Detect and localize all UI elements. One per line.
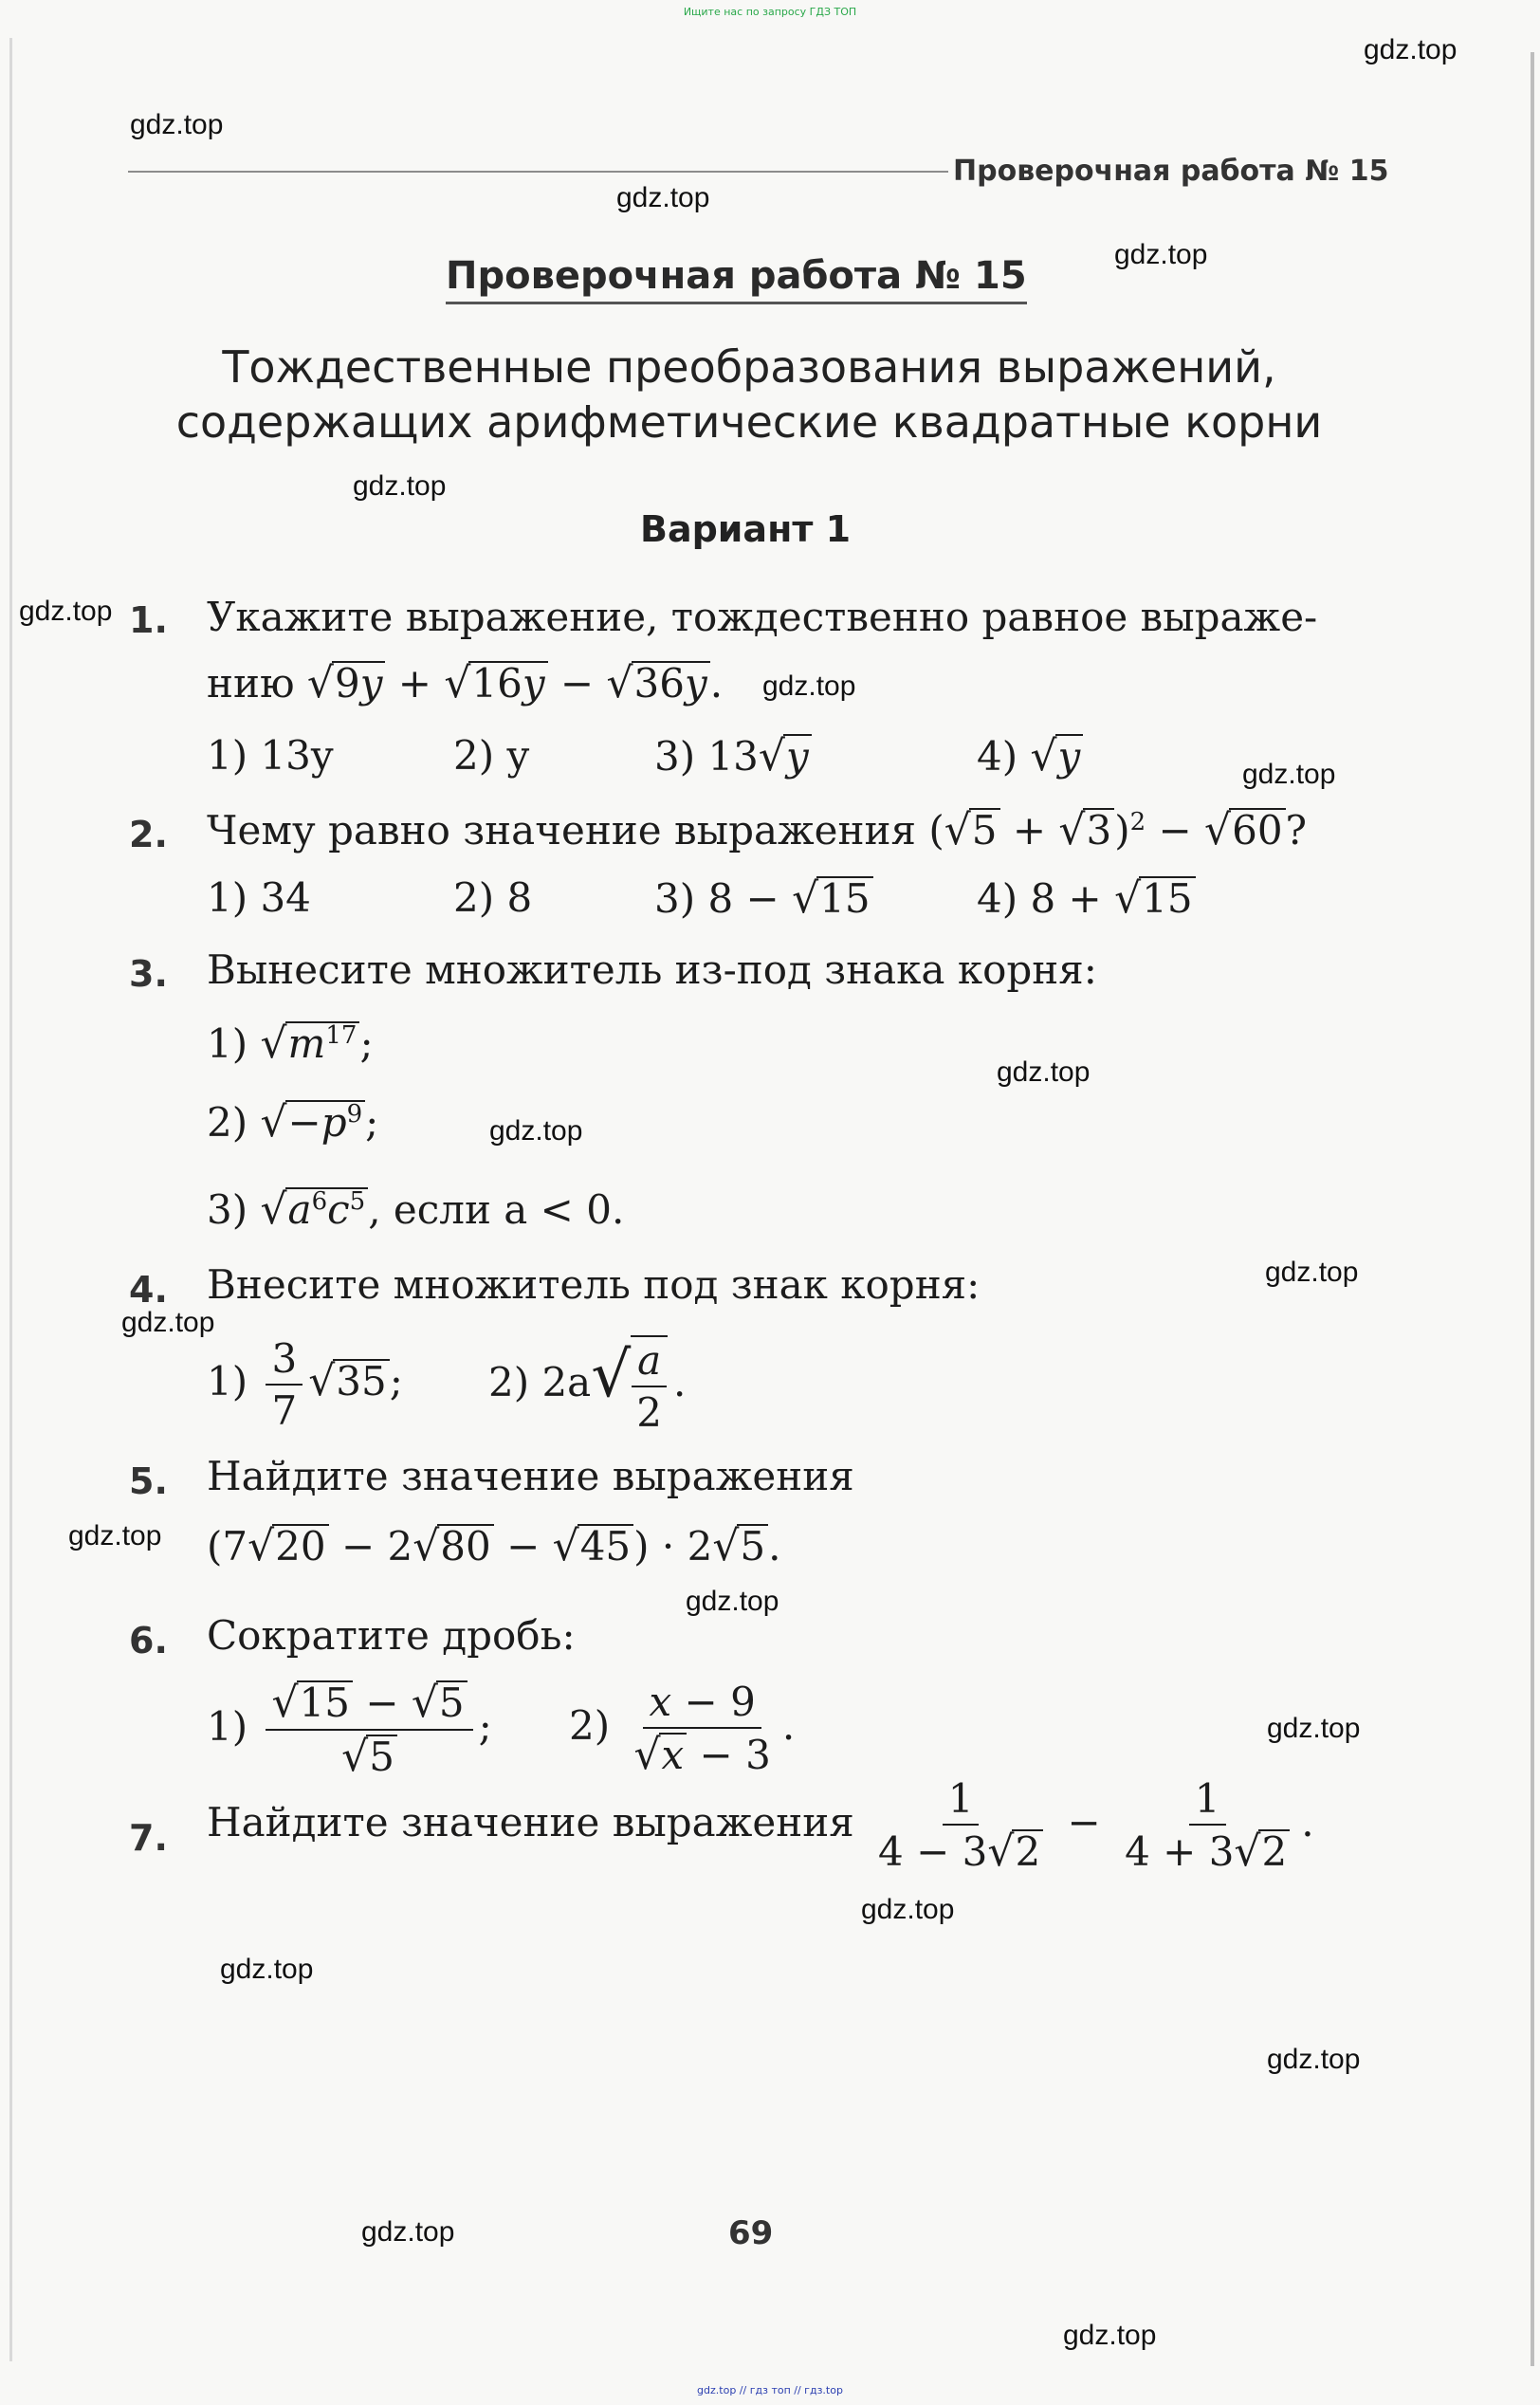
watermark: gdz.top [1267,1713,1361,1744]
page-number: 69 [728,2214,774,2252]
watermark: gdz.top [489,1115,583,1147]
answer-option: 2) y [453,732,530,779]
task-text: Найдите значение выражения [207,1453,854,1499]
watermark: gdz.top [220,1954,314,1985]
watermark: gdz.top [1265,1257,1359,1288]
top-note: Ищите нас по запросу ГДЗ ТОП [683,6,857,18]
task-text: Сократите дробь: [207,1612,576,1659]
watermark: gdz.top [353,470,447,502]
task-number: 6. [129,1620,168,1661]
watermark: gdz.top [1114,239,1208,270]
watermark: gdz.top [361,2216,455,2248]
answer-option: 1) 13y [207,732,334,779]
page-right-edge [1531,52,1534,2366]
topic-line-1: Тождественные преобразования выражений, [222,341,1276,393]
task-text: нию [207,660,295,707]
watermark: gdz.top [616,182,710,213]
task-formula: (7√20 − 2√80 − √45) · 2√5. [207,1522,781,1570]
watermark: gdz.top [1063,2320,1157,2351]
task-number: 7. [129,1817,168,1859]
watermark: gdz.top [1267,2044,1361,2075]
task-number: 2. [129,814,168,855]
watermark: gdz.top [686,1586,779,1617]
answer-option: 4) √y [977,732,1083,780]
subtask: 1) $√m^{17}$; [207,1019,374,1068]
task-formula: нию √9y + √16y − √36y. [207,659,724,707]
page-title: Проверочная работа № 15 [446,254,1027,304]
task-number: 3. [129,953,168,995]
running-header: Проверочная работа № 15 [953,155,1389,188]
answer-option: 2) 8 [453,874,533,921]
answer-option: 4) 8 + √15 [977,874,1196,923]
answer-option: 1) 34 [207,874,311,921]
subtask: 2) $\frac{x - 9}{√x - 3}$ . [569,1679,796,1779]
subtask: 3) $√a^6c^5$, если a < 0. [207,1185,625,1234]
task-number: 4. [129,1269,168,1311]
task-number: 5. [129,1460,168,1502]
watermark: gdz.top [997,1056,1091,1088]
task-number: 1. [129,599,168,641]
answer-option: 3) 13√y [654,732,812,780]
bottom-note: gdz.top // гдз топ // гдз.top [697,2384,843,2396]
subtask: 1) $\frac{√15 - √5}{√5}$ ; [207,1679,492,1781]
task-text: Найдите значение выражения $\frac{1}{4 - 3√2}$ − $\frac{1}{4 + 3√2}$ . [207,1775,1314,1876]
watermark: gdz.top [130,109,224,140]
subtask: 1) $\frac{3}{7}$ √35; [207,1335,403,1434]
watermark: gdz.top [762,670,856,702]
watermark: gdz.top [861,1894,955,1925]
watermark: gdz.top [1364,34,1458,65]
header-rule [128,171,948,173]
task-text: Вынесите множитель из-под знака корня: [207,946,1097,993]
task-text: Чему равно значение выражения $(√5 + √3)^2 - √60$? [207,806,1308,854]
answer-option: 3) 8 − √15 [654,874,873,923]
watermark: gdz.top [121,1307,215,1338]
subtask: 2) 2a√ $\frac{a}{2}$ . [488,1337,687,1436]
watermark: gdz.top [1242,759,1336,790]
topic-line-2: содержащих арифметические квадратные корни [175,396,1323,448]
task-text: Укажите выражение, тождественно равное выраже- [207,594,1318,640]
subtask: 2) $√-p^9$; [207,1098,379,1147]
variant-heading: Вариант 1 [640,508,852,550]
watermark: gdz.top [19,596,113,627]
task-text: Внесите множитель под знак корня: [207,1261,981,1308]
watermark: gdz.top [68,1520,162,1551]
page-left-edge [9,38,12,2361]
